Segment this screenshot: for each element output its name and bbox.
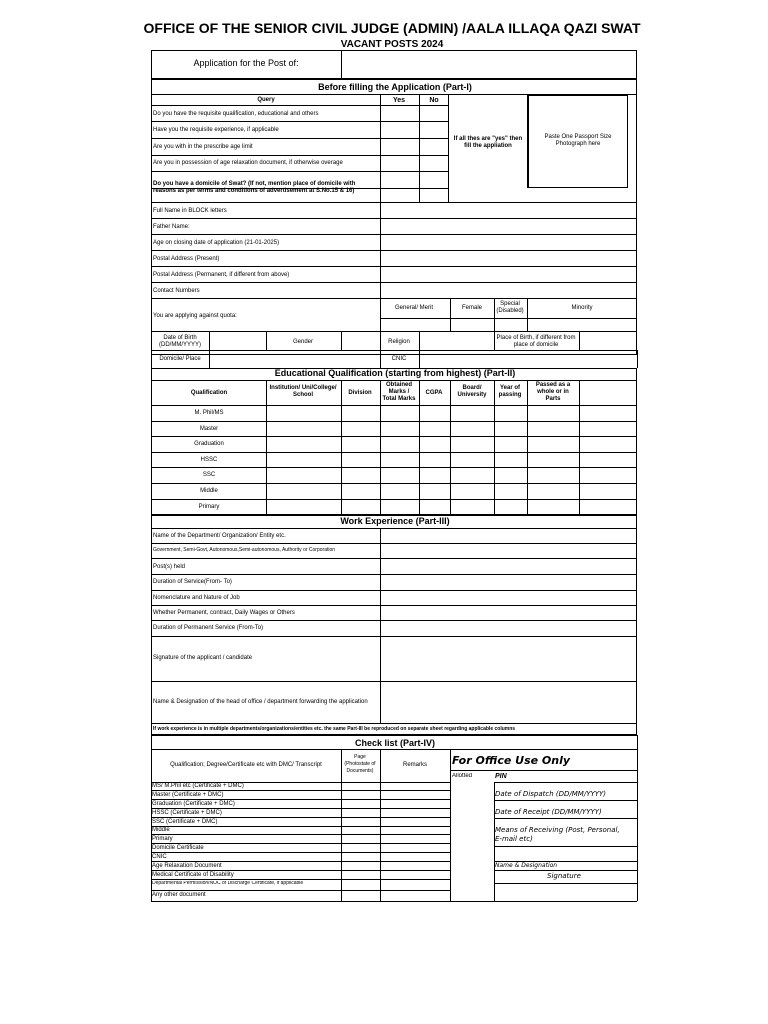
checklist-row-middle: Middle	[152, 827, 170, 833]
col-cgpa: CGPA	[425, 390, 443, 396]
father-name-label: Father Name:	[153, 224, 190, 230]
photo-label-1: Paste One Passport Size	[544, 134, 612, 140]
checklist-row-hssc: HSSC (Certificate + DMC)	[152, 810, 222, 816]
work-status-label: Whether Permanent, contract, Daily Wages or Others	[153, 610, 295, 616]
col-passed-3: Parts	[545, 396, 561, 402]
work-duration-label: Duration of Service(From- To)	[153, 579, 232, 585]
office-signature: Signature	[547, 872, 581, 880]
col-institution-2: School	[292, 392, 314, 398]
col-year-2: passing	[498, 392, 522, 398]
if-all-yes-note-2: fill the appliation	[464, 143, 512, 149]
office-means-2: E-mail etc)	[495, 835, 533, 843]
quota-special-2: (Disabled)	[496, 308, 524, 314]
part1-heading: Before filling the Application (Part-I)	[318, 82, 472, 92]
edu-row-middle: Middle	[200, 488, 218, 494]
col-passed-1: Passed as a	[535, 382, 571, 388]
col-passed-2: whole or in	[537, 389, 569, 395]
work-nature-label: Nomenclature and Nature of Job	[153, 595, 240, 601]
checklist-row-primary: Primary	[152, 836, 173, 842]
checklist-col-page-1: Page	[354, 754, 366, 760]
checklist-row-master: Master (Certificate + DMC)	[152, 792, 224, 798]
photo-label-2: Photograph here	[555, 141, 601, 147]
query-3: Are you with in the prescribe age limit	[153, 144, 253, 150]
part3-heading: Work Experience (Part-III)	[340, 516, 450, 526]
quota-female: Female	[461, 305, 483, 311]
religion-label: Religion	[388, 339, 410, 345]
query-1: Do you have the requisite qualification, educational and others	[153, 111, 319, 117]
work-note: If work experience is in multiple departments/organizations/entities etc. the same Part-III be reproduced on separate sheet regarding applicable columns	[153, 726, 516, 732]
work-type-label: Government, Semi-Govt, Autonomous,Semi-autonomous, Authority or Corporation	[153, 547, 336, 553]
checklist-row-graduation: Graduation (Certificate + DMC)	[152, 801, 235, 807]
col-institution-1: Institution/ Uni/College/	[269, 385, 337, 391]
applicant-signature-label: Signature of the applicant / candidate	[153, 655, 253, 661]
head-of-office-label: Name & Designation of the head of office / department forwarding the application	[153, 699, 368, 705]
full-name-label: Full Name in BLOCK letters	[153, 208, 227, 214]
work-post-label: Post(s) held	[153, 564, 186, 570]
checklist-row-mphil: MS/ M.Phil etc (Certificate + DMC)	[152, 783, 244, 789]
quota-special-1: Special	[500, 301, 520, 307]
cnic-label: CNIC	[391, 356, 407, 362]
application-for-label: Application for the Post of:	[193, 58, 299, 68]
checklist-col-qualification: Qualification; Degree/Certificate etc with DMC/ Transcript	[170, 762, 322, 768]
edu-row-graduation: Graduation	[194, 441, 224, 447]
col-marks-3: Total Marks	[382, 396, 416, 402]
edu-row-mphil: M. Phil/MS	[194, 410, 224, 416]
col-marks-1: Obtained	[385, 382, 413, 388]
domicile-query-line2: reasons as per terms and conditions of advertisement at S.No.15 & 16)	[153, 188, 355, 194]
col-year-1: Year of	[499, 385, 521, 391]
pob-label-2: place of domicile	[513, 342, 559, 348]
work-permanent-label: Duration of Permanent Service (From-To)	[153, 625, 264, 631]
present-address-label: Postal Address (Present)	[153, 256, 220, 262]
col-board-2: University	[457, 392, 487, 398]
col-division: Division	[348, 390, 372, 396]
col-board-1: Board/	[462, 385, 482, 391]
pob-label-1: Place of Birth, if different from	[496, 335, 576, 341]
office-dispatch-date: Date of Dispatch (DD/MM/YYYY)	[495, 790, 607, 798]
col-yes-header: Yes	[392, 97, 406, 104]
col-marks-2: Marks /	[388, 389, 410, 395]
office-use-title: For Office Use Only	[452, 754, 571, 767]
dob-label-1: Date of Birth	[163, 335, 197, 341]
checklist-row-domicile: Domicile Certificate	[152, 845, 204, 851]
if-all-yes-note-1: If all thes are "yes" then	[453, 136, 523, 142]
age-label: Age on closing date of application (21-01-2025)	[153, 240, 280, 246]
checklist-row-ssc: SSC (Certificate + DMC)	[152, 819, 218, 825]
quota-label: You are applying against quota:	[153, 313, 237, 319]
query-2: Have you the requisite experience, if applicable	[153, 127, 279, 133]
checklist-row-other: Any other document	[152, 892, 206, 898]
checklist-row-noc: Departmental Permission/NOC of Discharge Certificate, if applicable	[152, 881, 304, 886]
work-dept-label: Name of the Department/ Organization/ Entity etc.	[153, 533, 286, 539]
col-no-header: No	[429, 97, 439, 104]
gender-label: Gender	[292, 339, 314, 345]
office-receipt-date: Date of Receipt (DD/MM/YYYY)	[495, 808, 602, 816]
checklist-col-page-2: (Photostate of	[344, 761, 376, 767]
quota-minority: Minority	[571, 305, 593, 311]
office-pin: PIN	[495, 773, 507, 780]
office-name-designation: Name & Designation	[495, 862, 558, 869]
page-title: OFFICE OF THE SENIOR CIVIL JUDGE (ADMIN) /AALA ILLAQA QAZI SWAT	[143, 20, 641, 36]
checklist-col-page-3: Documents)	[346, 768, 374, 774]
checklist-row-cnic: CNIC	[152, 854, 167, 860]
col-qualification: Qualification	[190, 390, 228, 396]
checklist-row-medical: Medical Certificate of Disability	[152, 872, 234, 878]
checklist-row-age-relaxation: Age Relaxation Document	[152, 863, 222, 869]
post-input-field[interactable]	[342, 51, 636, 78]
part2-heading: Educational Qualification (starting from highest) (Part-II)	[274, 368, 516, 378]
quota-general: General/ Merit	[394, 305, 434, 311]
col-query-header: Query	[257, 97, 275, 103]
edu-row-ssc: SSC	[202, 472, 216, 478]
contact-numbers-label: Contact Numbers	[153, 288, 200, 294]
domicile-query-line1: Do you have a domicile of Swat? (If not, mention place of domicile with	[153, 181, 356, 187]
part4-heading: Check list (Part-IV)	[354, 738, 436, 748]
page-subtitle: VACANT POSTS 2024	[340, 39, 444, 50]
query-4: Are you in possession of age relaxation document, if otherwise overage	[153, 160, 343, 166]
checklist-col-remarks: Remarks	[402, 762, 428, 768]
dob-label-2: (DD/MM/YYYY)	[159, 342, 201, 348]
edu-row-master: Master	[199, 426, 219, 432]
office-allotted: Allotted	[452, 773, 473, 779]
office-means-1: Means of Receiving (Post, Personal,	[495, 826, 620, 834]
edu-row-primary: Primary	[198, 504, 220, 510]
domicile-place-label: Domicile/ Place	[159, 356, 201, 362]
permanent-address-label: Postal Address (Permanent, if different from above)	[153, 272, 290, 278]
edu-row-hssc: HSSC	[200, 457, 218, 463]
